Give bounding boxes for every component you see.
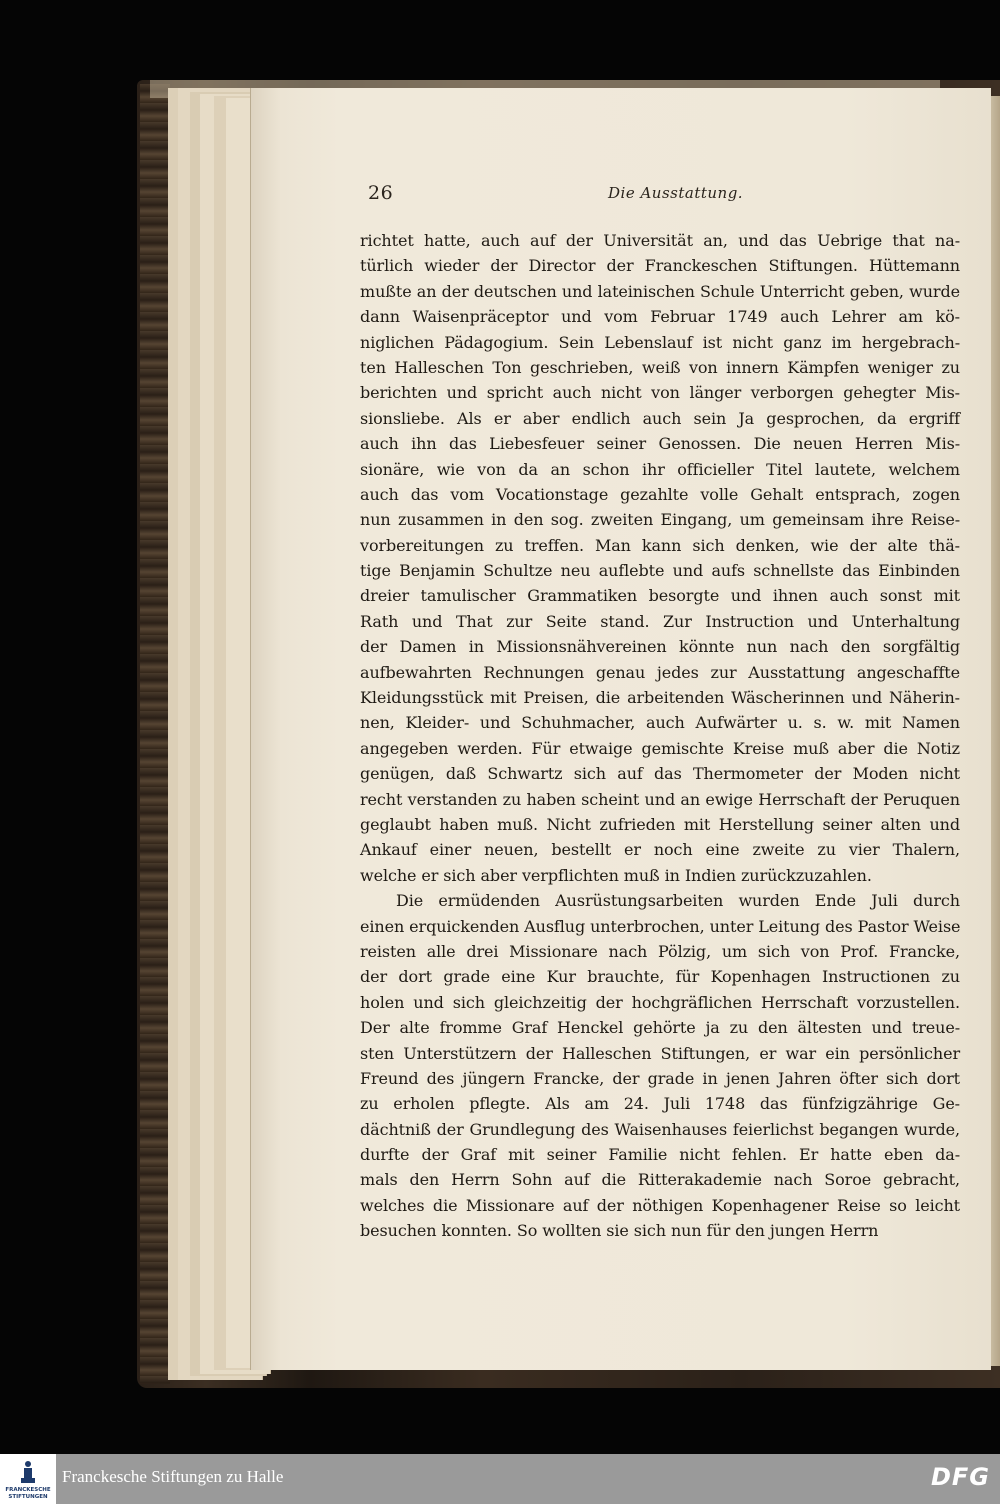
- text-line: Die ermüdenden Ausrüstungsarbeiten wurden Ende Juli durch: [396, 891, 960, 911]
- text-line: auch das vom Vocationstage gezahlte volle Gehalt entsprach, zogen: [360, 484, 960, 504]
- text-line: sionäre, wie von da an schon ihr officieller Titel lautete, welchem: [360, 459, 960, 479]
- text-line: holen und sich gleichzeitig der hochgräflichen Herrschaft vorzustellen.: [360, 992, 960, 1012]
- text-line: niglichen Pädagogium. Sein Lebenslauf ist nicht ganz im hergebrach-: [360, 332, 960, 352]
- page-number: 26: [368, 182, 394, 204]
- text-line: dann Waisenpräceptor und vom Februar 1749 auch Lehrer am kö-: [360, 307, 960, 327]
- text-line: welches die Missionare auf der nöthigen Kopenhagener Reise so leicht: [360, 1195, 960, 1215]
- text-line: nen, Kleider- und Schuhmacher, auch Aufwärter u. s. w. mit Namen: [360, 713, 960, 733]
- text-line: genügen, daß Schwartz sich auf das Thermometer der Moden nicht: [360, 764, 960, 784]
- text-line: sten Unterstützern der Halleschen Stiftungen, er war ein persönlicher: [360, 1043, 960, 1063]
- text-line: recht verstanden zu haben scheint und an ewige Herrschaft der Peruquen: [360, 789, 960, 809]
- running-title: Die Ausstattung.: [608, 184, 744, 202]
- text-line: Ankauf einer neuen, bestellt er noch eine zweite zu vier Thalern,: [360, 840, 960, 860]
- logo-text: FRANCKESCHE STIFTUNGEN: [5, 1487, 51, 1500]
- text-line: ten Halleschen Ton geschrieben, weiß von innern Kämpfen weniger zu: [360, 357, 960, 377]
- text-line: Freund des jüngern Francke, der grade in jenen Jahren öfter sich dort: [360, 1068, 960, 1088]
- dfg-logo[interactable]: DFG: [930, 1463, 990, 1491]
- footer-bar: [0, 1454, 1000, 1504]
- text-line: welche er sich aber verpflichten muß in Indien zurückzuzahlen.: [360, 865, 872, 885]
- text-line: richtet hatte, auch auf der Universität an, und das Uebrige that na-: [360, 231, 960, 250]
- running-head: [368, 182, 960, 208]
- text-line: vorbereitungen zu treffen. Man kann sich denken, wie der alte thä-: [360, 535, 960, 555]
- text-line: reisten alle drei Missionare nach Pölzig, um sich von Prof. Francke,: [360, 941, 960, 961]
- text-line: dreier tamulischer Grammatiken besorgte und ihnen auch sonst mit: [360, 586, 960, 606]
- text-line: einen erquickenden Ausflug unterbrochen, unter Leitung des Pastor Weise: [360, 916, 961, 936]
- text-line: angegeben werden. Für etwaige gemischte Kreise muß aber die Notiz: [360, 738, 960, 758]
- text-line: der Damen in Missionsnähvereinen könnte nun nach den sorgfältig: [360, 637, 960, 657]
- statue-icon: [18, 1460, 38, 1484]
- text-line: Kleidungsstück mit Preisen, die arbeitenden Wäscherinnen und Näherin-: [360, 688, 960, 708]
- text-line: Rath und That zur Seite stand. Zur Instruction und Unterhaltung: [360, 611, 960, 631]
- body-text: [360, 228, 960, 1244]
- cover-edge: [140, 84, 170, 1384]
- text-line: mals den Herrn Sohn auf die Ritterakademie nach Soroe gebracht,: [360, 1170, 960, 1190]
- text-line: Der alte fromme Graf Henckel gehörte ja zu den ältesten und treue-: [360, 1018, 960, 1038]
- institution-logo[interactable]: [0, 1454, 56, 1504]
- text-line: nun zusammen in den sog. zweiten Eingang, um gemeinsam ihre Reise-: [360, 510, 960, 530]
- text-line: auch ihn das Liebesfeuer seiner Genossen. Die neuen Herren Mis-: [360, 434, 960, 454]
- text-line: dächtniß der Grundlegung des Waisenhauses feierlichst begangen wurde,: [360, 1119, 960, 1139]
- text-line: türlich wieder der Director der Franckeschen Stiftungen. Hüttemann: [360, 256, 960, 276]
- text-line: geglaubt haben muß. Nicht zufrieden mit Herstellung seiner alten und: [360, 814, 960, 834]
- text-line: der dort grade eine Kur brauchte, für Kopenhagen Instructionen zu: [360, 967, 960, 987]
- text-line: aufbewahrten Rechnungen genau jedes zur Ausstattung angeschaffte: [360, 662, 960, 682]
- footer-title[interactable]: Franckesche Stiftungen zu Halle: [62, 1467, 284, 1486]
- text-line: mußte an der deutschen und lateinischen Schule Unterricht geben, wurde: [360, 281, 960, 301]
- text-line: tige Benjamin Schultze neu auflebte und aufs schnellste das Einbinden: [360, 561, 960, 581]
- text-line: besuchen konnten. So wollten sie sich nun für den jungen Herrn: [360, 1221, 879, 1241]
- text-line: zu erholen pflegte. Als am 24. Juli 1748 das fünfzigzährige Ge-: [360, 1094, 960, 1114]
- text-line: durfte der Graf mit seiner Familie nicht fehlen. Er hatte eben da-: [360, 1145, 960, 1165]
- text-line: sionsliebe. Als er aber endlich auch sein Ja gesprochen, da ergriff: [360, 408, 960, 428]
- text-line: berichten und spricht auch nicht von länger verborgen gehegter Mis-: [360, 383, 960, 403]
